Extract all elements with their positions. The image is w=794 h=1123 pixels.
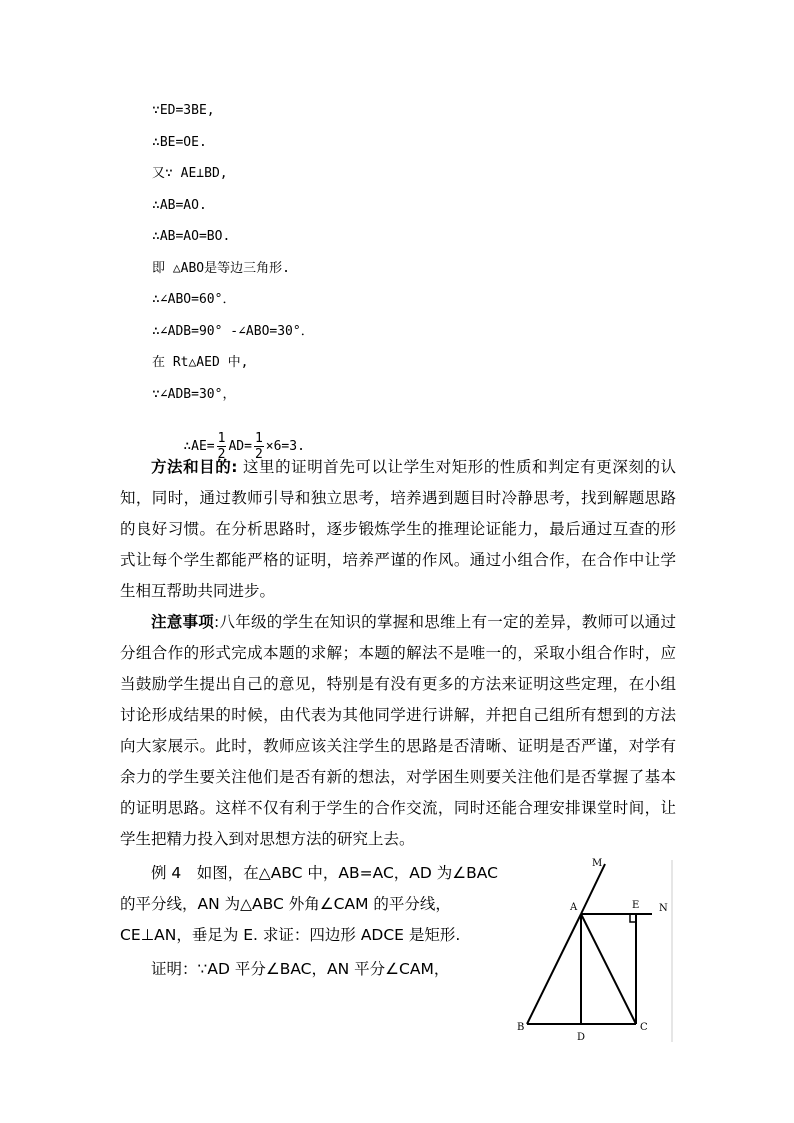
segment-BA: [527, 914, 581, 1024]
fraction-numerator: 1: [217, 431, 226, 446]
notes-colon: :: [214, 613, 220, 631]
ray-AM: [581, 864, 605, 914]
example-proof-text: 证明：∵AD 平分∠BAC，AN 平分∠CAM，: [151, 960, 450, 978]
method-text: 这里的证明首先可以让学生对矩形的性质和判定有更深刻的认知，同时，通过教师引导和独立思考，培养遇到题目时冷静思考，找到解题思路的良好习惯。在分析思路时，逐步锻炼学生的推理论证能力，最后通过互查的形式让每个学生都能严格的证明，培养严谨的作风。通过小组合作，在合作中让学生相互帮助共同进步。: [120, 458, 677, 600]
proof-line: 在 Rt△AED 中,: [152, 355, 249, 370]
final-line-middle: AD=: [228, 439, 252, 454]
method-heading: 方法和目的:: [151, 458, 238, 476]
proof-line: ∴∠ABO=60°．: [152, 292, 236, 307]
label-N: N: [659, 903, 668, 914]
proof-line: 即 △ABO是等边三角形.: [152, 261, 290, 276]
proof-line: 又∵ AE⊥BD,: [152, 166, 228, 181]
label-B: B: [517, 1022, 525, 1033]
label-C: C: [640, 1022, 648, 1033]
example-proof-line: [120, 954, 504, 985]
fraction-numerator: 1: [254, 431, 263, 446]
proof-line: ∵ED=3BE,: [152, 103, 215, 118]
proof-line: ∴BE=OE.: [152, 135, 207, 150]
geometry-figure-svg: [510, 852, 678, 1048]
proof-line: ∵∠ADB=30°，: [152, 387, 236, 402]
notes-heading: 注意事项: [151, 613, 214, 631]
fraction-denominator: 2: [217, 447, 226, 462]
geometry-figure: [510, 852, 678, 1048]
label-E: E: [632, 900, 640, 911]
fraction-denominator: 2: [254, 447, 263, 462]
notes-paragraph: [120, 607, 676, 855]
segment-AC: [581, 914, 636, 1024]
method-paragraph: [120, 452, 676, 607]
final-line-prefix: ∴AE=: [183, 439, 215, 454]
final-line-suffix: ×6=3.: [265, 439, 305, 454]
label-M: M: [592, 858, 603, 869]
proof-line: ∴AB=AO.: [152, 198, 207, 213]
example-text: 例 4 如图，在△ABC 中，AB=AC，AD 为∠BAC 的平分线，AN 为△ABC 外角∠CAM 的平分线，CE⊥AN，垂足为 E. 求证：四边形 ADCE 是矩形.: [120, 864, 498, 944]
proof-line: ∴∠ADB=90° -∠ABO=30°．: [152, 324, 314, 339]
notes-text: 八年级的学生在知识的掌握和思维上有一定的差异，教师可以通过分组合作的形式完成本题的求解；本题的解法不是唯一的，采取小组合作时，应当鼓励学生提出自己的意见，特别是有没有更多的方法来证明这些定理，在小组讨论形成结果的时候，由代表为其他同学进行讲解，并把自己组所有想到的方法向大家展示。此时，教师应该关注学生的思路是否清晰、证明是否严谨，对学有余力的学生要关注他们是否有新的想法，对学困生则要关注他们是否掌握了基本的证明思路。这样不仅有利于学生的合作交流，同时还能合理安排课堂时间，让学生把精力投入到对思想方法的研究上去。: [120, 613, 676, 848]
proof-line: ∴AB=AO=BO.: [152, 229, 231, 244]
example-paragraph: [120, 858, 504, 951]
label-D: D: [577, 1032, 586, 1043]
label-A: A: [570, 902, 578, 913]
